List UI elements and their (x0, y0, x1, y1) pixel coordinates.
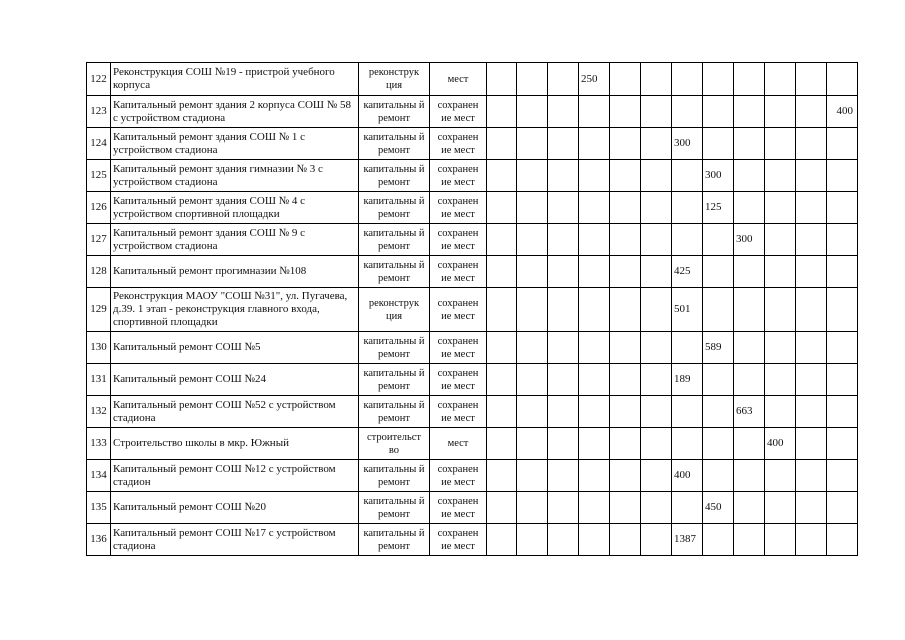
value-cell (579, 160, 610, 192)
value-cell (765, 224, 796, 256)
value-cell (796, 460, 827, 492)
value-cell (703, 288, 734, 332)
object-name: Капитальный ремонт прогимназии №108 (111, 256, 359, 288)
value-cell (610, 160, 641, 192)
object-name: Капитальный ремонт здания 2 корпуса СОШ № 58 с устройством стадиона (111, 96, 359, 128)
row-number: 135 (87, 492, 111, 524)
value-cell (734, 332, 765, 364)
unit-of-measure: сохранен ие мест (430, 192, 487, 224)
value-cell (641, 63, 672, 96)
value-cell (548, 364, 579, 396)
unit-of-measure: сохранен ие мест (430, 524, 487, 556)
value-cell (734, 524, 765, 556)
value-cell (487, 63, 517, 96)
value-cell (765, 96, 796, 128)
work-type: капитальны й ремонт (359, 256, 430, 288)
value-cell (672, 332, 703, 364)
value-cell (548, 96, 579, 128)
value-cell (641, 256, 672, 288)
value-cell (827, 460, 858, 492)
table-row (87, 128, 858, 160)
value-cell (610, 288, 641, 332)
value-cell (827, 428, 858, 460)
value-cell (517, 492, 548, 524)
value-cell (610, 332, 641, 364)
value-cell (517, 396, 548, 428)
object-name: Капитальный ремонт СОШ №12 с устройством стадион (111, 460, 359, 492)
unit-of-measure: сохранен ие мест (430, 256, 487, 288)
value-cell (672, 96, 703, 128)
value-cell (734, 192, 765, 224)
value-cell (827, 364, 858, 396)
value-cell (548, 524, 579, 556)
value-cell (517, 460, 548, 492)
value-cell (796, 63, 827, 96)
value-cell (548, 332, 579, 364)
value-cell: 300 (703, 160, 734, 192)
value-cell (610, 428, 641, 460)
value-cell (548, 288, 579, 332)
object-name: Капитальный ремонт СОШ №5 (111, 332, 359, 364)
object-name: Капитальный ремонт здания СОШ № 1 с устройством стадиона (111, 128, 359, 160)
value-cell (734, 364, 765, 396)
value-cell (672, 492, 703, 524)
value-cell (610, 396, 641, 428)
value-cell (548, 192, 579, 224)
object-name: Капитальный ремонт СОШ №17 с устройством стадиона (111, 524, 359, 556)
unit-of-measure: сохранен ие мест (430, 396, 487, 428)
value-cell (765, 160, 796, 192)
value-cell (487, 364, 517, 396)
value-cell (548, 396, 579, 428)
value-cell: 189 (672, 364, 703, 396)
table-row (87, 460, 858, 492)
value-cell (517, 192, 548, 224)
value-cell (734, 492, 765, 524)
row-number: 130 (87, 332, 111, 364)
value-cell (641, 224, 672, 256)
value-cell (579, 428, 610, 460)
value-cell (487, 288, 517, 332)
value-cell (487, 428, 517, 460)
value-cell (548, 63, 579, 96)
object-name: Капитальный ремонт здания СОШ № 9 с устройством стадиона (111, 224, 359, 256)
table-row (87, 492, 858, 524)
row-number: 133 (87, 428, 111, 460)
value-cell (517, 364, 548, 396)
row-number: 132 (87, 396, 111, 428)
value-cell (796, 192, 827, 224)
value-cell (579, 524, 610, 556)
value-cell (734, 460, 765, 492)
value-cell (487, 492, 517, 524)
value-cell (517, 256, 548, 288)
value-cell (641, 160, 672, 192)
object-name: Реконструкция СОШ №19 - пристрой учебного корпуса (111, 63, 359, 96)
unit-of-measure: сохранен ие мест (430, 460, 487, 492)
value-cell (796, 288, 827, 332)
unit-of-measure: сохранен ие мест (430, 332, 487, 364)
value-cell (827, 288, 858, 332)
value-cell (765, 128, 796, 160)
value-cell (610, 492, 641, 524)
value-cell (610, 96, 641, 128)
value-cell (827, 492, 858, 524)
value-cell (579, 96, 610, 128)
value-cell (487, 460, 517, 492)
object-name: Капитальный ремонт СОШ №52 с устройством стадиона (111, 396, 359, 428)
table-row (87, 256, 858, 288)
row-number: 123 (87, 96, 111, 128)
value-cell: 663 (734, 396, 765, 428)
value-cell (703, 460, 734, 492)
value-cell: 425 (672, 256, 703, 288)
row-number: 136 (87, 524, 111, 556)
value-cell (548, 256, 579, 288)
value-cell: 501 (672, 288, 703, 332)
value-cell: 450 (703, 492, 734, 524)
work-type: капитальны й ремонт (359, 332, 430, 364)
value-cell (641, 460, 672, 492)
value-cell (548, 224, 579, 256)
object-name: Строительство школы в мкр. Южный (111, 428, 359, 460)
object-name: Капитальный ремонт СОШ №20 (111, 492, 359, 524)
row-number: 127 (87, 224, 111, 256)
object-name: Капитальный ремонт здания гимназии № 3 с устройством стадиона (111, 160, 359, 192)
object-name: Реконструкция МАОУ "СОШ №31", ул. Пугачева, д.39. 1 этап - реконструкция главного входа, спортивной площадки (111, 288, 359, 332)
value-cell (765, 63, 796, 96)
value-cell (827, 332, 858, 364)
value-cell (610, 364, 641, 396)
value-cell (703, 524, 734, 556)
unit-of-measure: сохранен ие мест (430, 224, 487, 256)
value-cell (641, 364, 672, 396)
value-cell (703, 428, 734, 460)
work-type: капитальны й ремонт (359, 160, 430, 192)
value-cell: 1387 (672, 524, 703, 556)
table-row (87, 63, 858, 96)
unit-of-measure: сохранен ие мест (430, 160, 487, 192)
work-type: строительст во (359, 428, 430, 460)
value-cell (765, 288, 796, 332)
value-cell (796, 428, 827, 460)
value-cell (548, 160, 579, 192)
value-cell (517, 160, 548, 192)
value-cell (827, 160, 858, 192)
value-cell (672, 224, 703, 256)
value-cell (610, 128, 641, 160)
value-cell (517, 332, 548, 364)
value-cell (641, 192, 672, 224)
value-cell (827, 63, 858, 96)
value-cell (641, 128, 672, 160)
value-cell (548, 492, 579, 524)
table-row (87, 160, 858, 192)
value-cell: 300 (734, 224, 765, 256)
value-cell (672, 428, 703, 460)
value-cell: 589 (703, 332, 734, 364)
work-type: капитальны й ремонт (359, 396, 430, 428)
row-number: 125 (87, 160, 111, 192)
work-type: капитальны й ремонт (359, 96, 430, 128)
row-number: 122 (87, 63, 111, 96)
value-cell (703, 224, 734, 256)
work-type: капитальны й ремонт (359, 224, 430, 256)
unit-of-measure: мест (430, 63, 487, 96)
value-cell (796, 332, 827, 364)
value-cell (796, 396, 827, 428)
value-cell (827, 224, 858, 256)
value-cell (610, 63, 641, 96)
work-type: капитальны й ремонт (359, 128, 430, 160)
value-cell (796, 492, 827, 524)
unit-of-measure: сохранен ие мест (430, 96, 487, 128)
work-type: капитальны й ремонт (359, 192, 430, 224)
table-row (87, 364, 858, 396)
value-cell (734, 160, 765, 192)
objects-table (86, 62, 858, 556)
value-cell (487, 96, 517, 128)
value-cell (641, 492, 672, 524)
unit-of-measure: сохранен ие мест (430, 492, 487, 524)
value-cell (517, 63, 548, 96)
value-cell (765, 396, 796, 428)
value-cell (517, 224, 548, 256)
value-cell (487, 396, 517, 428)
work-type: капитальны й ремонт (359, 460, 430, 492)
value-cell (765, 192, 796, 224)
row-number: 129 (87, 288, 111, 332)
value-cell (796, 224, 827, 256)
row-number: 124 (87, 128, 111, 160)
value-cell (548, 460, 579, 492)
value-cell (734, 256, 765, 288)
work-type: капитальны й ремонт (359, 524, 430, 556)
table-row (87, 96, 858, 128)
row-number: 134 (87, 460, 111, 492)
value-cell: 125 (703, 192, 734, 224)
value-cell (765, 460, 796, 492)
value-cell: 300 (672, 128, 703, 160)
value-cell (610, 460, 641, 492)
value-cell (765, 364, 796, 396)
value-cell (827, 192, 858, 224)
value-cell (765, 524, 796, 556)
work-type: реконструк ция (359, 63, 430, 96)
value-cell (734, 428, 765, 460)
table-body (87, 63, 858, 556)
value-cell (579, 288, 610, 332)
value-cell (579, 460, 610, 492)
value-cell (579, 256, 610, 288)
value-cell (641, 524, 672, 556)
work-type: капитальны й ремонт (359, 492, 430, 524)
value-cell (734, 128, 765, 160)
table-row (87, 332, 858, 364)
value-cell (641, 332, 672, 364)
value-cell (610, 256, 641, 288)
value-cell (703, 396, 734, 428)
value-cell (672, 396, 703, 428)
value-cell (517, 428, 548, 460)
value-cell (579, 364, 610, 396)
value-cell (765, 332, 796, 364)
value-cell (517, 288, 548, 332)
row-number: 131 (87, 364, 111, 396)
table-row (87, 428, 858, 460)
value-cell (579, 224, 610, 256)
value-cell (641, 288, 672, 332)
value-cell (672, 192, 703, 224)
value-cell (796, 96, 827, 128)
value-cell (703, 256, 734, 288)
value-cell (610, 524, 641, 556)
value-cell (548, 128, 579, 160)
value-cell (703, 63, 734, 96)
value-cell (641, 96, 672, 128)
work-type: реконструк ция (359, 288, 430, 332)
value-cell (487, 160, 517, 192)
value-cell (827, 524, 858, 556)
table-row (87, 288, 858, 332)
value-cell (579, 396, 610, 428)
work-type: капитальны й ремонт (359, 364, 430, 396)
value-cell (796, 256, 827, 288)
value-cell (672, 63, 703, 96)
value-cell (579, 128, 610, 160)
unit-of-measure: сохранен ие мест (430, 364, 487, 396)
value-cell (672, 160, 703, 192)
value-cell (703, 96, 734, 128)
table-row (87, 192, 858, 224)
value-cell (487, 192, 517, 224)
value-cell (579, 332, 610, 364)
value-cell: 400 (827, 96, 858, 128)
value-cell (765, 492, 796, 524)
value-cell (827, 396, 858, 428)
table-row (87, 224, 858, 256)
value-cell (734, 288, 765, 332)
value-cell (796, 364, 827, 396)
value-cell (517, 96, 548, 128)
value-cell (487, 256, 517, 288)
value-cell (579, 492, 610, 524)
value-cell (796, 128, 827, 160)
row-number: 128 (87, 256, 111, 288)
unit-of-measure: мест (430, 428, 487, 460)
value-cell (487, 128, 517, 160)
value-cell (548, 428, 579, 460)
value-cell (827, 128, 858, 160)
unit-of-measure: сохранен ие мест (430, 128, 487, 160)
value-cell (610, 224, 641, 256)
object-name: Капитальный ремонт здания СОШ № 4 с устройством спортивной площадки (111, 192, 359, 224)
object-name: Капитальный ремонт СОШ №24 (111, 364, 359, 396)
value-cell (796, 160, 827, 192)
row-number: 126 (87, 192, 111, 224)
value-cell (734, 63, 765, 96)
table-row (87, 396, 858, 428)
value-cell (487, 224, 517, 256)
value-cell: 400 (672, 460, 703, 492)
value-cell (579, 192, 610, 224)
value-cell: 400 (765, 428, 796, 460)
value-cell (487, 332, 517, 364)
value-cell: 250 (579, 63, 610, 96)
value-cell (517, 524, 548, 556)
unit-of-measure: сохранен ие мест (430, 288, 487, 332)
value-cell (487, 524, 517, 556)
value-cell (796, 524, 827, 556)
value-cell (517, 128, 548, 160)
value-cell (610, 192, 641, 224)
table-row (87, 524, 858, 556)
value-cell (703, 364, 734, 396)
value-cell (641, 396, 672, 428)
value-cell (827, 256, 858, 288)
value-cell (641, 428, 672, 460)
value-cell (765, 256, 796, 288)
value-cell (703, 128, 734, 160)
value-cell (734, 96, 765, 128)
